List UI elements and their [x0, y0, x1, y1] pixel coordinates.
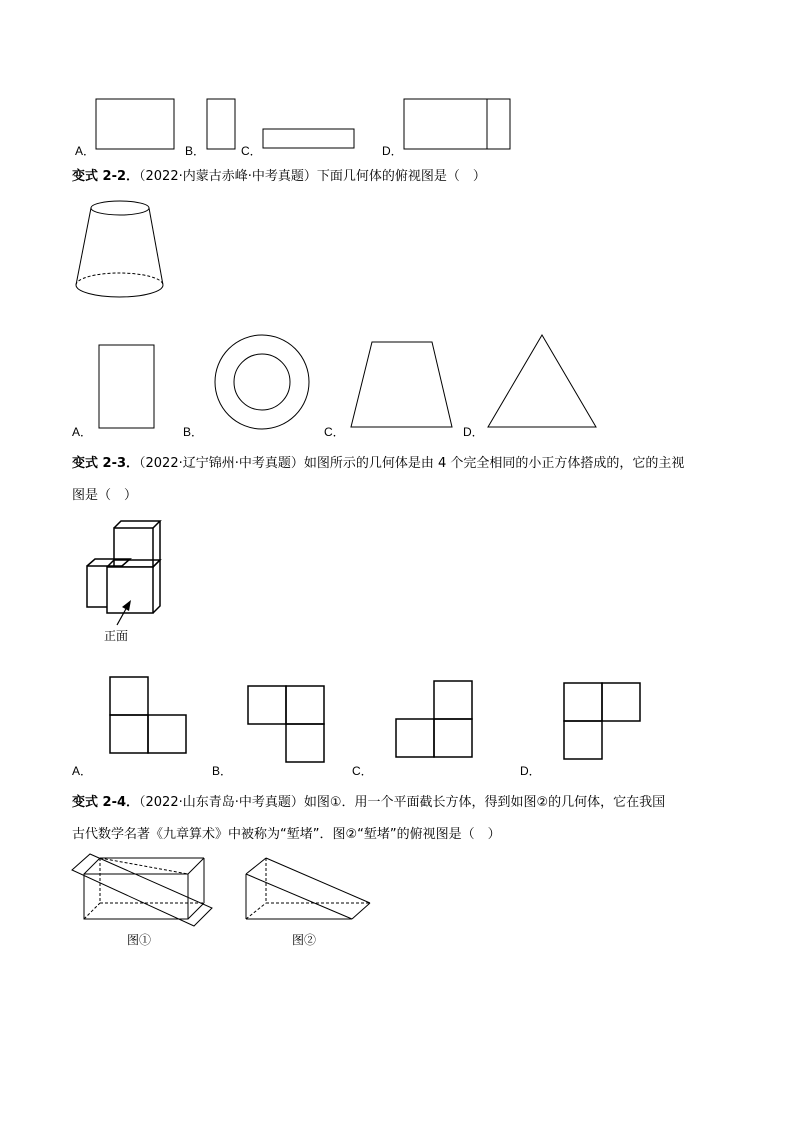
- option-b-label: B．: [185, 144, 206, 158]
- q2-option-c-label: C．: [324, 425, 345, 439]
- q3-source: （2022·辽宁锦州·中考真题）: [139, 456, 304, 471]
- q3-question-line2: 图是（ ）: [72, 488, 138, 503]
- q3-question-line1: 如图所示的几何体是由 4 个完全相同的小正方体搭成的，它的主视: [303, 456, 685, 471]
- q3-d-square-top-right: [602, 683, 640, 721]
- q3-c-square-top: [434, 681, 472, 719]
- frustum-figure: [0, 190, 200, 310]
- q4-tag: 变式 2-4．: [72, 795, 140, 810]
- q2-option-c-trapezoid: [351, 342, 452, 427]
- figure-2-caption: 图②: [292, 933, 317, 947]
- q3-b-square-top-right: [286, 686, 324, 724]
- q3-tag: 变式 2-3．: [72, 456, 140, 471]
- top-cube-front: [114, 528, 153, 567]
- q2-tag: 变式 2-2．: [72, 169, 140, 184]
- q2-option-b-label: B．: [183, 425, 204, 439]
- right-cube-side: [153, 560, 160, 613]
- q3-a-square-bottom-right: [148, 715, 186, 753]
- q4-question-line2: 古代数学名著《九章算术》中被称为“堑堵”．图②“堑堵”的俯视图是（ ）: [72, 827, 501, 842]
- q3-option-a-label: A．: [72, 764, 93, 778]
- q2-question: 下面几何体的俯视图是（ ）: [316, 169, 486, 184]
- q3-d-square-top-left: [564, 683, 602, 721]
- frustum-bottom-front: [76, 285, 163, 297]
- q2-option-a-label: A．: [72, 425, 93, 439]
- q1-option-d-rect: [404, 99, 510, 149]
- q2-option-b-inner-circle: [234, 354, 290, 410]
- option-d-label: D．: [382, 144, 403, 158]
- q2-stem: [72, 165, 486, 184]
- figure-1-cuboid: [72, 854, 212, 926]
- q3-a-square-top: [110, 677, 148, 715]
- figure-2-qiandu: [246, 858, 370, 919]
- q3-b-square-bottom: [286, 724, 324, 762]
- q2-option-b-outer-circle: [215, 335, 309, 429]
- frustum-left-edge: [76, 208, 91, 285]
- q2-option-shapes: [0, 330, 794, 430]
- q3-d-square-bottom: [564, 721, 602, 759]
- q4-question-line1: 如图①．用一个平面截长方体，得到如图②的几何体，它在我国: [303, 795, 666, 810]
- frustum-top-ellipse: [91, 201, 149, 215]
- frustum-right-edge: [149, 208, 163, 285]
- q1-option-b-rect: [207, 99, 235, 149]
- q1-option-c-rect: [263, 129, 354, 148]
- q3-option-shapes: [0, 670, 794, 770]
- q3-a-square-bottom-left: [110, 715, 148, 753]
- qiandu-figures: [0, 850, 400, 930]
- option-c-label: C．: [241, 144, 262, 158]
- q3-stem-line1: [72, 452, 684, 471]
- q2-option-a-rect: [99, 345, 154, 428]
- q4-source: （2022·山东青岛·中考真题）: [139, 795, 304, 810]
- frustum-bottom-back: [76, 273, 163, 285]
- front-cube-front: [107, 567, 153, 613]
- q2-option-d-triangle: [488, 335, 596, 427]
- q3-c-square-bottom-left: [396, 719, 434, 757]
- cube-stack-figure: [0, 510, 200, 630]
- q3-stem-line2: [72, 484, 137, 503]
- q3-option-b-label: B．: [212, 764, 233, 778]
- q3-c-square-bottom-right: [434, 719, 472, 757]
- q4-stem-line2: [72, 823, 501, 842]
- q1-option-shapes: [0, 0, 794, 160]
- q4-stem-line1: [72, 791, 665, 810]
- figure-1-caption: 图①: [127, 933, 152, 947]
- top-cube-top-face: [114, 521, 160, 528]
- q2-source: （2022·内蒙古赤峰·中考真题）: [139, 169, 317, 184]
- front-label: 正面: [104, 629, 129, 643]
- option-a-label: A．: [75, 144, 96, 158]
- q3-option-d-label: D．: [520, 764, 541, 778]
- q1-option-a-rect: [96, 99, 174, 149]
- q2-option-d-label: D．: [463, 425, 484, 439]
- q3-b-square-top-left: [248, 686, 286, 724]
- q3-option-c-label: C．: [352, 764, 373, 778]
